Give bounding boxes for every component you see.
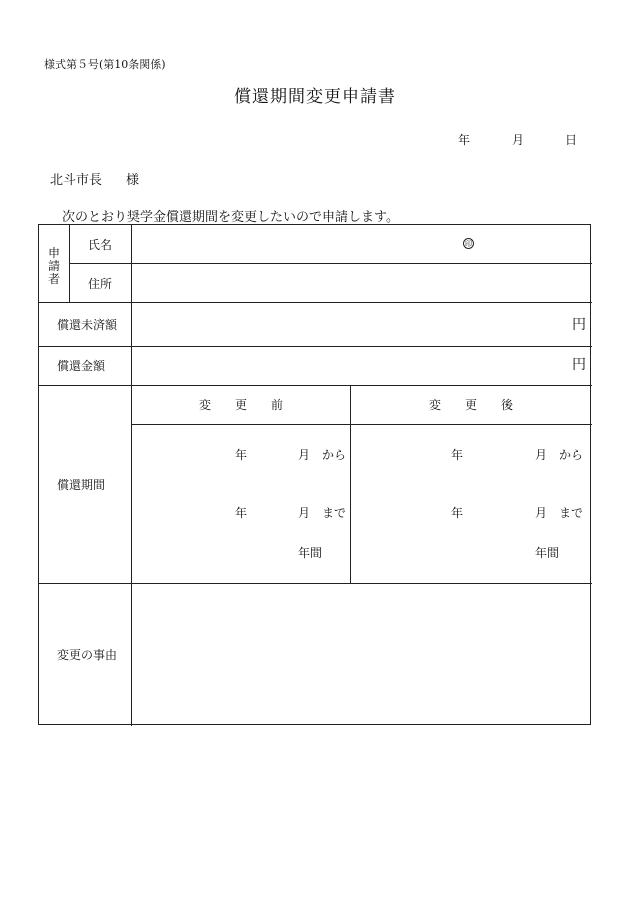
before-to-year: 年 xyxy=(235,506,248,520)
form-reference: 様式第５号(第10条関係) xyxy=(44,58,166,71)
before-to-month: 月 まで xyxy=(298,506,347,520)
page-title: 償還期間変更申請書 xyxy=(234,87,396,107)
reason-label: 変更の事由 xyxy=(57,648,118,662)
after-to-year: 年 xyxy=(451,506,464,520)
rule-after-unpaid xyxy=(39,346,592,347)
addressee-honorific: 様 xyxy=(126,173,140,188)
amount-label: 償還金額 xyxy=(57,359,106,373)
after-from-year: 年 xyxy=(451,448,464,462)
rule-applicant-split xyxy=(69,263,592,264)
rule-after-amount xyxy=(39,385,592,386)
address-label: 住所 xyxy=(88,277,113,291)
date-day-label: 日 xyxy=(565,133,578,147)
rule-after-period xyxy=(39,583,592,584)
unpaid-label: 償還未済額 xyxy=(57,318,118,332)
date-year-label: 年 xyxy=(458,133,471,147)
addressee xyxy=(50,169,139,188)
unpaid-unit: 円 xyxy=(572,317,586,333)
before-years: 年間 xyxy=(298,546,323,560)
application-table xyxy=(38,224,591,725)
rule-period-header xyxy=(131,424,592,425)
rule-after-applicant xyxy=(39,302,592,303)
rule-label-column xyxy=(131,225,132,726)
applicant-char-2: 請 xyxy=(47,259,60,273)
applicant-char-1: 申 xyxy=(47,246,60,260)
after-to-month: 月 まで xyxy=(535,506,584,520)
reason-field[interactable] xyxy=(134,586,591,724)
before-from-month: 月 から xyxy=(298,448,347,462)
applicant-group-label xyxy=(47,247,61,286)
rule-before-after xyxy=(350,385,351,583)
name-label: 氏名 xyxy=(88,238,113,252)
before-from-year: 年 xyxy=(235,448,248,462)
name-field[interactable] xyxy=(134,226,591,262)
rule-applicant-group xyxy=(69,225,70,302)
intro-text: 次のとおり奨学金償還期間を変更したいので申請します。 xyxy=(62,210,399,225)
period-label: 償還期間 xyxy=(57,478,106,492)
address-field[interactable] xyxy=(134,265,591,301)
amount-field[interactable] xyxy=(134,348,591,384)
before-header: 変 更 前 xyxy=(199,398,284,412)
unpaid-field[interactable] xyxy=(134,304,591,345)
applicant-char-3: 者 xyxy=(47,272,60,286)
seal-mark: 印 xyxy=(465,240,472,248)
after-header: 変 更 後 xyxy=(429,398,514,412)
after-years: 年間 xyxy=(535,546,560,560)
after-from-month: 月 から xyxy=(535,448,584,462)
date-month-label: 月 xyxy=(512,133,525,147)
addressee-name: 北斗市長 xyxy=(50,173,103,188)
amount-unit: 円 xyxy=(572,357,586,373)
